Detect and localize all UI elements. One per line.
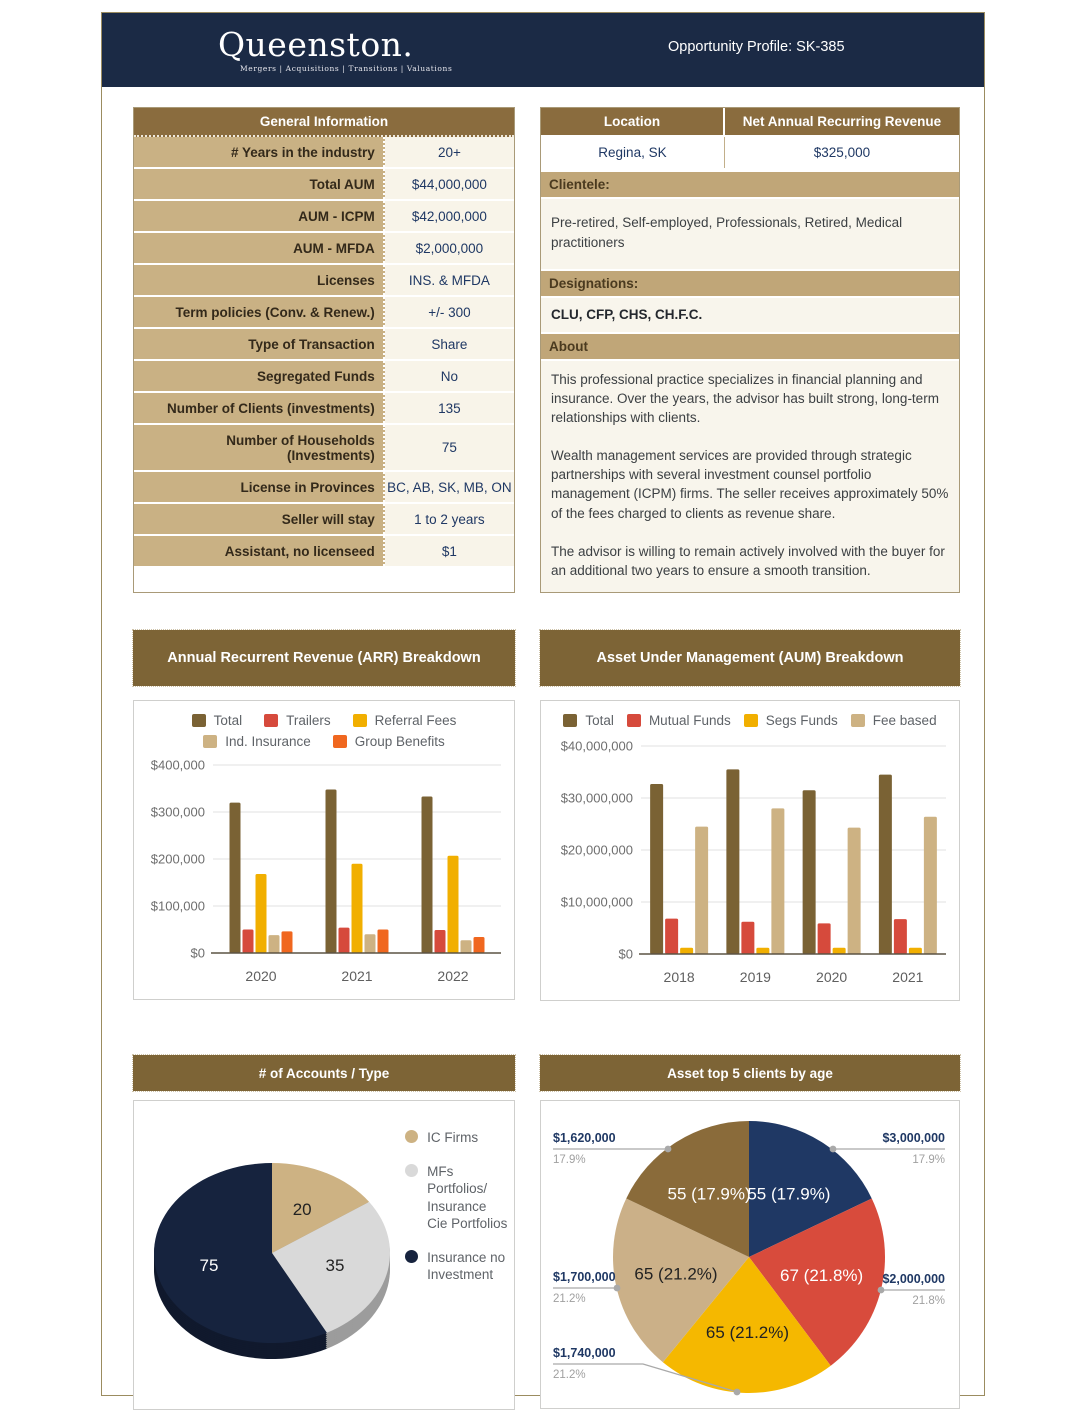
callout-dot — [878, 1287, 885, 1294]
row-label: Segregated Funds — [134, 361, 385, 391]
accounts-title-band: # of Accounts / Type — [133, 1055, 515, 1091]
location-value-row — [541, 137, 959, 170]
opportunity-profile-label: Opportunity Profile: SK-385 — [668, 39, 845, 55]
about-paragraph: This professional practice specializes in financial planning and insurance. Over the years, the advisor has built strong, long-term relationships with clients. — [551, 371, 939, 425]
y-tick-label: $0 — [618, 946, 633, 962]
accounts-chart-box — [133, 1100, 515, 1410]
y-tick-label: $30,000,000 — [560, 790, 633, 806]
row-label: Seller will stay — [134, 504, 385, 534]
legend-label: IC Firms — [427, 1130, 479, 1146]
legend-dot — [405, 1164, 418, 1177]
total-swatch — [563, 714, 577, 727]
bar-total-2021 — [879, 775, 892, 954]
y-tick-label: $0 — [190, 945, 205, 961]
pie-slice-value-label: 75 — [199, 1255, 219, 1275]
legend-item — [851, 713, 937, 728]
legend-label: Group Benefits — [354, 734, 445, 750]
bar-referral-fees-2022 — [448, 856, 459, 953]
arr-section — [133, 630, 515, 1001]
mutual-funds-swatch — [627, 714, 641, 727]
arr-title-band: Annual Recurrent Revenue (ARR) Breakdown — [133, 630, 515, 686]
y-tick-label: $20,000,000 — [560, 842, 633, 858]
pie-slice-label: 55 (17.9%) — [747, 1184, 831, 1204]
bar-segs-funds-2018 — [680, 948, 693, 954]
location-header-row — [541, 108, 959, 137]
table-row — [134, 233, 514, 265]
legend-label: Total — [213, 713, 243, 729]
trailers-swatch — [264, 714, 278, 727]
legend-item — [333, 734, 445, 749]
bar-trailers-2022 — [435, 930, 446, 953]
x-category-label: 2020 — [816, 969, 848, 986]
table-row — [134, 169, 514, 201]
accounts-section — [133, 1055, 515, 1410]
aum-section — [540, 630, 960, 1001]
bar-total-2020 — [803, 790, 816, 954]
bar-segs-funds-2019 — [756, 948, 769, 954]
row-label: License in Provinces — [134, 472, 385, 502]
callout-percent: 21.8% — [912, 1295, 945, 1308]
bar-mutual-funds-2018 — [665, 919, 678, 954]
row-label: Number of Households (Investments) — [134, 425, 385, 470]
pie-slice-label: 65 (21.2%) — [634, 1264, 718, 1284]
bar-total-2020 — [230, 803, 241, 953]
arr-legend — [174, 707, 474, 751]
bar-fee-based-2019 — [771, 808, 784, 954]
bar-fee-based-2018 — [695, 827, 708, 954]
legend-item — [203, 734, 311, 749]
bar-segs-funds-2020 — [833, 948, 846, 954]
pie-slice-label: 67 (21.8%) — [780, 1265, 864, 1285]
x-category-label: 2019 — [739, 969, 771, 986]
bar-mutual-funds-2019 — [741, 922, 754, 954]
callout-percent: 17.9% — [553, 1154, 586, 1167]
row-label: Total AUM — [134, 169, 385, 199]
logo-wordmark: Queenston. — [218, 24, 414, 64]
fee-based-swatch — [851, 714, 865, 727]
table-row — [134, 329, 514, 361]
legend-label: Referral Fees — [374, 713, 457, 729]
bar-total-2022 — [422, 797, 433, 954]
clientele-band: Clientele: — [541, 170, 959, 199]
logo-tagline: Mergers | Acquisitions | Transitions | Valuations — [240, 63, 453, 73]
table-row — [134, 201, 514, 233]
aum-title-band: Asset Under Management (AUM) Breakdown — [540, 630, 960, 686]
queenston-logo — [218, 24, 453, 73]
top5-chart-box — [540, 1100, 960, 1409]
callout-amount: $1,740,000 — [553, 1346, 616, 1361]
clientele-text: Pre-retired, Self-employed, Professionals, Retired, Medical practitioners — [541, 199, 959, 269]
callout-amount: $2,000,000 — [882, 1272, 945, 1287]
x-category-label: 2021 — [892, 969, 924, 986]
general-info-title: General Information — [134, 108, 514, 137]
callout-dot — [830, 1146, 837, 1153]
y-tick-label: $40,000,000 — [560, 738, 633, 754]
x-category-label: 2018 — [663, 969, 695, 986]
legend-label: Trailers — [286, 713, 331, 729]
table-row — [134, 297, 514, 329]
top5-title-band: Asset top 5 clients by age — [540, 1055, 960, 1091]
legend-item — [744, 713, 838, 728]
row-value: $42,000,000 — [385, 201, 514, 231]
designations-text: CLU, CFP, CHS, CH.F.C. — [541, 298, 959, 332]
y-tick-label: $200,000 — [150, 851, 205, 867]
y-tick-label: $400,000 — [150, 757, 205, 773]
table-row — [134, 361, 514, 393]
legend-label: Total — [585, 713, 614, 729]
y-tick-label: $10,000,000 — [560, 894, 633, 910]
bar-group-benefits-2022 — [474, 937, 485, 953]
document-page — [101, 12, 985, 1396]
row-value: $44,000,000 — [385, 169, 514, 199]
bar-total-2019 — [726, 769, 739, 954]
legend-label: Mutual Funds — [648, 713, 731, 729]
pie-slice-label: 65 (21.2%) — [705, 1322, 790, 1342]
table-row — [134, 536, 514, 566]
legend-item — [353, 713, 457, 728]
bar-ind-insurance-2020 — [269, 935, 280, 953]
x-category-label: 2022 — [437, 968, 469, 985]
about-paragraph: The advisor is willing to remain actively involved with the buyer for an additional two years to ensure a smooth transition. — [551, 543, 945, 578]
location-panel — [540, 107, 960, 593]
legend-item — [627, 713, 731, 728]
legend-item — [563, 713, 614, 728]
callout-dot — [734, 1389, 741, 1396]
referral-fees-swatch — [353, 714, 367, 727]
bar-fee-based-2021 — [924, 817, 937, 954]
group-benefits-swatch — [333, 735, 347, 748]
row-label: # Years in the industry — [134, 137, 385, 167]
row-value: 135 — [385, 393, 514, 423]
legend-dot — [405, 1250, 418, 1263]
accounts-legend — [405, 1129, 508, 1409]
legend-label: Segs Funds — [765, 713, 838, 729]
bar-mutual-funds-2020 — [818, 923, 831, 954]
accounts-pie-wrap — [134, 1101, 514, 1409]
row-label: Number of Clients (investments) — [134, 393, 385, 423]
general-info-table — [133, 107, 515, 593]
bar-referral-fees-2021 — [352, 864, 363, 953]
callout-percent: 17.9% — [912, 1154, 945, 1167]
row-value: BC, AB, SK, MB, ON — [385, 472, 514, 502]
total-swatch — [192, 714, 206, 727]
legend-label: Ind. Insurance — [225, 734, 311, 750]
row-value: INS. & MFDA — [385, 265, 514, 295]
legend-item — [264, 713, 331, 728]
legend-item — [192, 713, 243, 728]
aum-legend — [541, 707, 959, 730]
pie-slice-label: 55 (17.9%) — [667, 1184, 751, 1204]
bar-group-benefits-2021 — [378, 930, 389, 954]
row-label: AUM - ICPM — [134, 201, 385, 231]
legend-label: Fee based — [872, 713, 937, 729]
table-row — [134, 393, 514, 425]
y-tick-label: $300,000 — [150, 804, 205, 820]
row-value: Share — [385, 329, 514, 359]
table-row — [134, 472, 514, 504]
table-row — [134, 137, 514, 169]
x-category-label: 2021 — [341, 968, 373, 985]
legend-item — [405, 1249, 508, 1284]
callout-percent: 21.2% — [553, 1369, 586, 1382]
header-bar — [102, 13, 984, 87]
content-grid — [102, 87, 984, 1410]
general-info-rows — [134, 137, 514, 566]
accounts-pie-svg — [136, 1107, 405, 1409]
row-label: Type of Transaction — [134, 329, 385, 359]
row-label: Term policies (Conv. & Renew.) — [134, 297, 385, 327]
callout-dot — [614, 1285, 621, 1292]
pie-slice-value-label: 20 — [292, 1200, 312, 1220]
bar-trailers-2020 — [243, 930, 254, 954]
row-value: 20+ — [385, 137, 514, 167]
row-label: AUM - MFDA — [134, 233, 385, 263]
arr-bar-chart-svg — [135, 755, 513, 997]
x-category-label: 2020 — [245, 968, 277, 985]
about-band: About — [541, 332, 959, 361]
aum-bar-chart-svg — [544, 734, 956, 998]
bar-group-benefits-2020 — [282, 931, 293, 953]
bar-referral-fees-2020 — [256, 874, 267, 953]
row-value: 1 to 2 years — [385, 504, 514, 534]
callout-amount: $1,700,000 — [553, 1270, 616, 1285]
bar-trailers-2021 — [339, 928, 350, 953]
legend-item — [405, 1129, 508, 1147]
bar-mutual-funds-2021 — [894, 919, 907, 954]
callout-amount: $3,000,000 — [882, 1131, 945, 1146]
table-row — [134, 425, 514, 472]
top5-pie-svg — [541, 1101, 957, 1408]
designations-band: Designations: — [541, 269, 959, 298]
top5-section — [540, 1055, 960, 1410]
bar-segs-funds-2021 — [909, 948, 922, 954]
bar-ind-insurance-2022 — [461, 940, 472, 953]
location-header: Location — [541, 108, 725, 135]
bar-fee-based-2020 — [848, 828, 861, 954]
row-value: No — [385, 361, 514, 391]
bar-total-2018 — [650, 784, 663, 954]
row-value: 75 — [385, 425, 514, 470]
aum-chart-box — [540, 700, 960, 1001]
callout-amount: $1,620,000 — [553, 1131, 616, 1146]
about-paragraph: Wealth management services are provided through strategic partnerships with several investment counsel portfolio management (ICPM) firms. The seller receives approximately 50% of the fees charged to clients as revenue share. — [551, 448, 949, 521]
callout-dot — [665, 1146, 672, 1153]
arr-chart-box — [133, 700, 515, 1000]
table-row — [134, 504, 514, 536]
bar-ind-insurance-2021 — [365, 934, 376, 953]
y-tick-label: $100,000 — [150, 898, 205, 914]
segs-funds-swatch — [744, 714, 758, 727]
legend-label: Insurance no Investment — [427, 1249, 506, 1283]
about-text — [541, 361, 959, 592]
location-value: Regina, SK — [541, 137, 725, 168]
row-label: Assistant, no licenseed — [134, 536, 385, 566]
legend-item — [405, 1163, 508, 1233]
ind-insurance-swatch — [203, 735, 217, 748]
row-value: $1 — [385, 536, 514, 566]
callout-percent: 21.2% — [553, 1293, 586, 1306]
legend-label: MFs Portfolios/ Insurance Cie Portfolios — [427, 1163, 508, 1232]
pie-slice-value-label: 35 — [325, 1255, 345, 1275]
row-value: $2,000,000 — [385, 233, 514, 263]
revenue-value: $325,000 — [813, 145, 871, 160]
table-row — [134, 265, 514, 297]
row-value: +/- 300 — [385, 297, 514, 327]
legend-dot — [405, 1130, 418, 1143]
revenue-header: Net Annual Recurring Revenue — [742, 114, 942, 129]
row-label: Licenses — [134, 265, 385, 295]
bar-total-2021 — [326, 790, 337, 954]
